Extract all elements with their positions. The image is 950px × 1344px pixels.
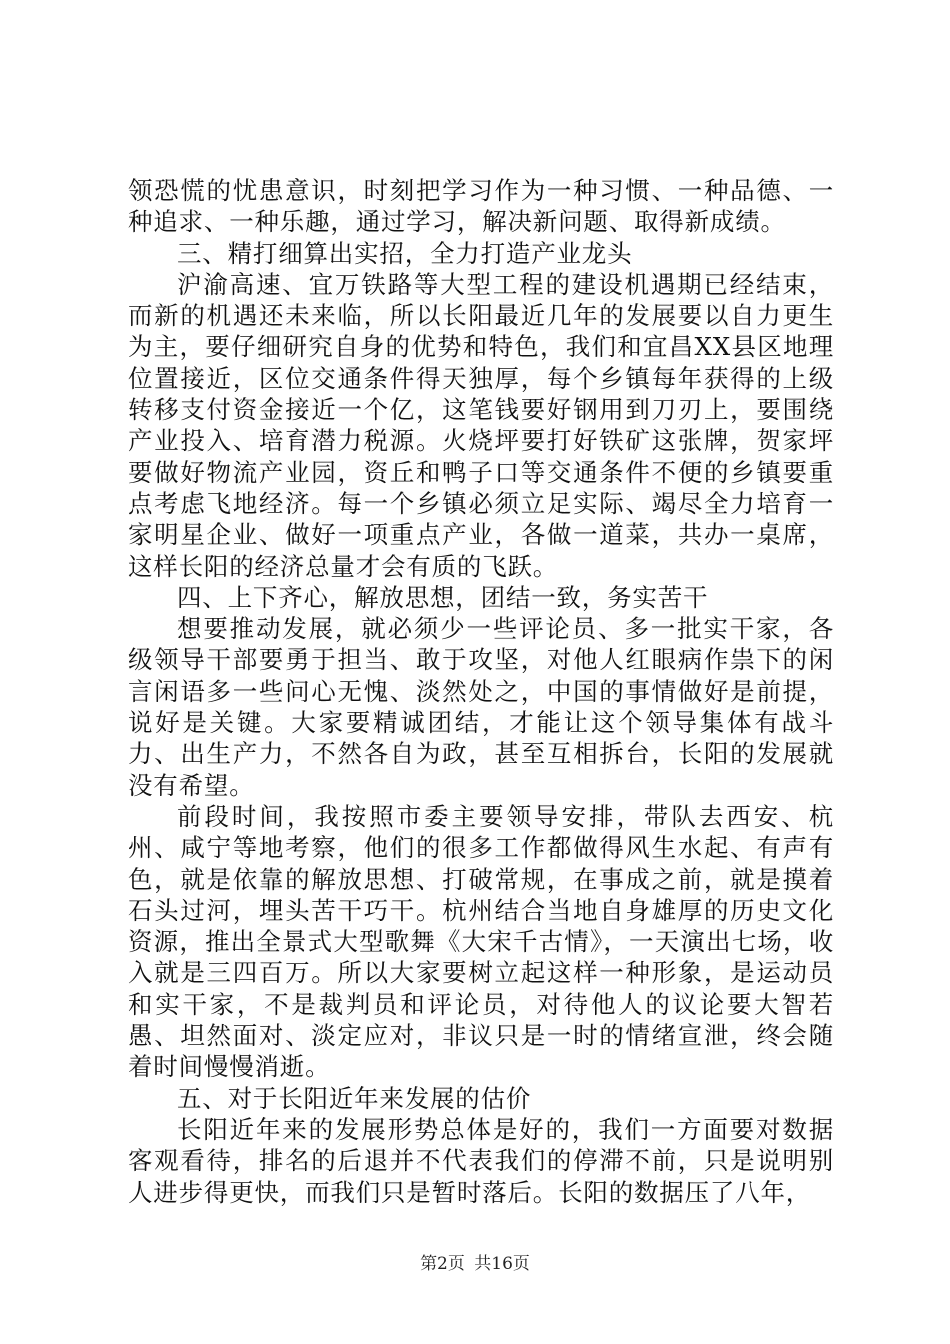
paragraph-inspection: 前段时间，我按照市委主要领导安排，带队去西安、杭州、咸宁等地考察，他们的很多工作都做得风生水起、有声有色，就是依靠的解放思想、打破常规，在事成之前，就是摸着石头过河，埋头苦干巧干。杭州结合当地自身雄厚的历史文化资源，推出全景式大型歌舞《大宋千古情》，一天演出七场，收入就是三四百万。所以大家要树立起这样一种形象，是运动员和实干家，不是裁判员和评论员，对待他人的议论要大智若愚、坦然面对、淡定应对，非议只是一时的情绪宣泄，终会随着时间慢慢消逝。 bbox=[128, 801, 834, 1082]
section-heading-3: 三、精打细算出实招，全力打造产业龙头 bbox=[177, 238, 633, 268]
paragraph-unity: 想要推动发展，就必须少一些评论员、多一批实干家，各级领导干部要勇于担当、敢于攻坚，对他人红眼病作祟下的闲言闲语多一些问心无愧、淡然处之，中国的事情做好是前提，说好是关键。大家要精诚团结，才能让这个领导集体有战斗力、出生产力，不然各自为政，甚至互相拆台，长阳的发展就没有希望。 bbox=[128, 614, 834, 800]
section-heading-5: 五、对于长阳近年来发展的估价 bbox=[177, 1083, 532, 1113]
paragraph-assessment: 长阳近年来的发展形势总体是好的，我们一方面要对数据客观看待，排名的后退并不代表我们的停滞不前，只是说明别人进步得更快，而我们只是暂时落后。长阳的数据压了八年， bbox=[128, 1114, 834, 1207]
page-total: 共16页 bbox=[474, 1254, 530, 1274]
paragraph-industry: 沪渝高速、宜万铁路等大型工程的建设机遇期已经结束，而新的机遇还未来临，所以长阳最近几年的发展要以自力更生为主，要仔细研究自身的优势和特色，我们和宜昌XX县区地理位置接近，区位交通条件得天独厚，每个乡镇每年获得的上级转移支付资金接近一个亿，这笔钱要好钢用到刀刃上，要围绕产业投入、培育潜力税源。火烧坪要打好铁矿这张牌，贺家坪要做好物流产业园，资丘和鸭子口等交通条件不便的乡镇要重点考虑飞地经济。每一个乡镇必须立足实际、竭尽全力培育一家明星企业、做好一项重点产业，各做一道菜，共办一桌席，这样长阳的经济总量才会有质的飞跃。 bbox=[128, 269, 834, 581]
paragraph-continued: 领恐慌的忧患意识，时刻把学习作为一种习惯、一种品德、一种追求、一种乐趣，通过学习，解决新问题、取得新成绩。 bbox=[128, 176, 834, 237]
document-body bbox=[128, 175, 834, 1208]
page-number: 第2页 bbox=[420, 1254, 465, 1274]
section-heading-4: 四、上下齐心，解放思想，团结一致，务实苦干 bbox=[177, 582, 709, 612]
page-footer bbox=[0, 1249, 950, 1274]
